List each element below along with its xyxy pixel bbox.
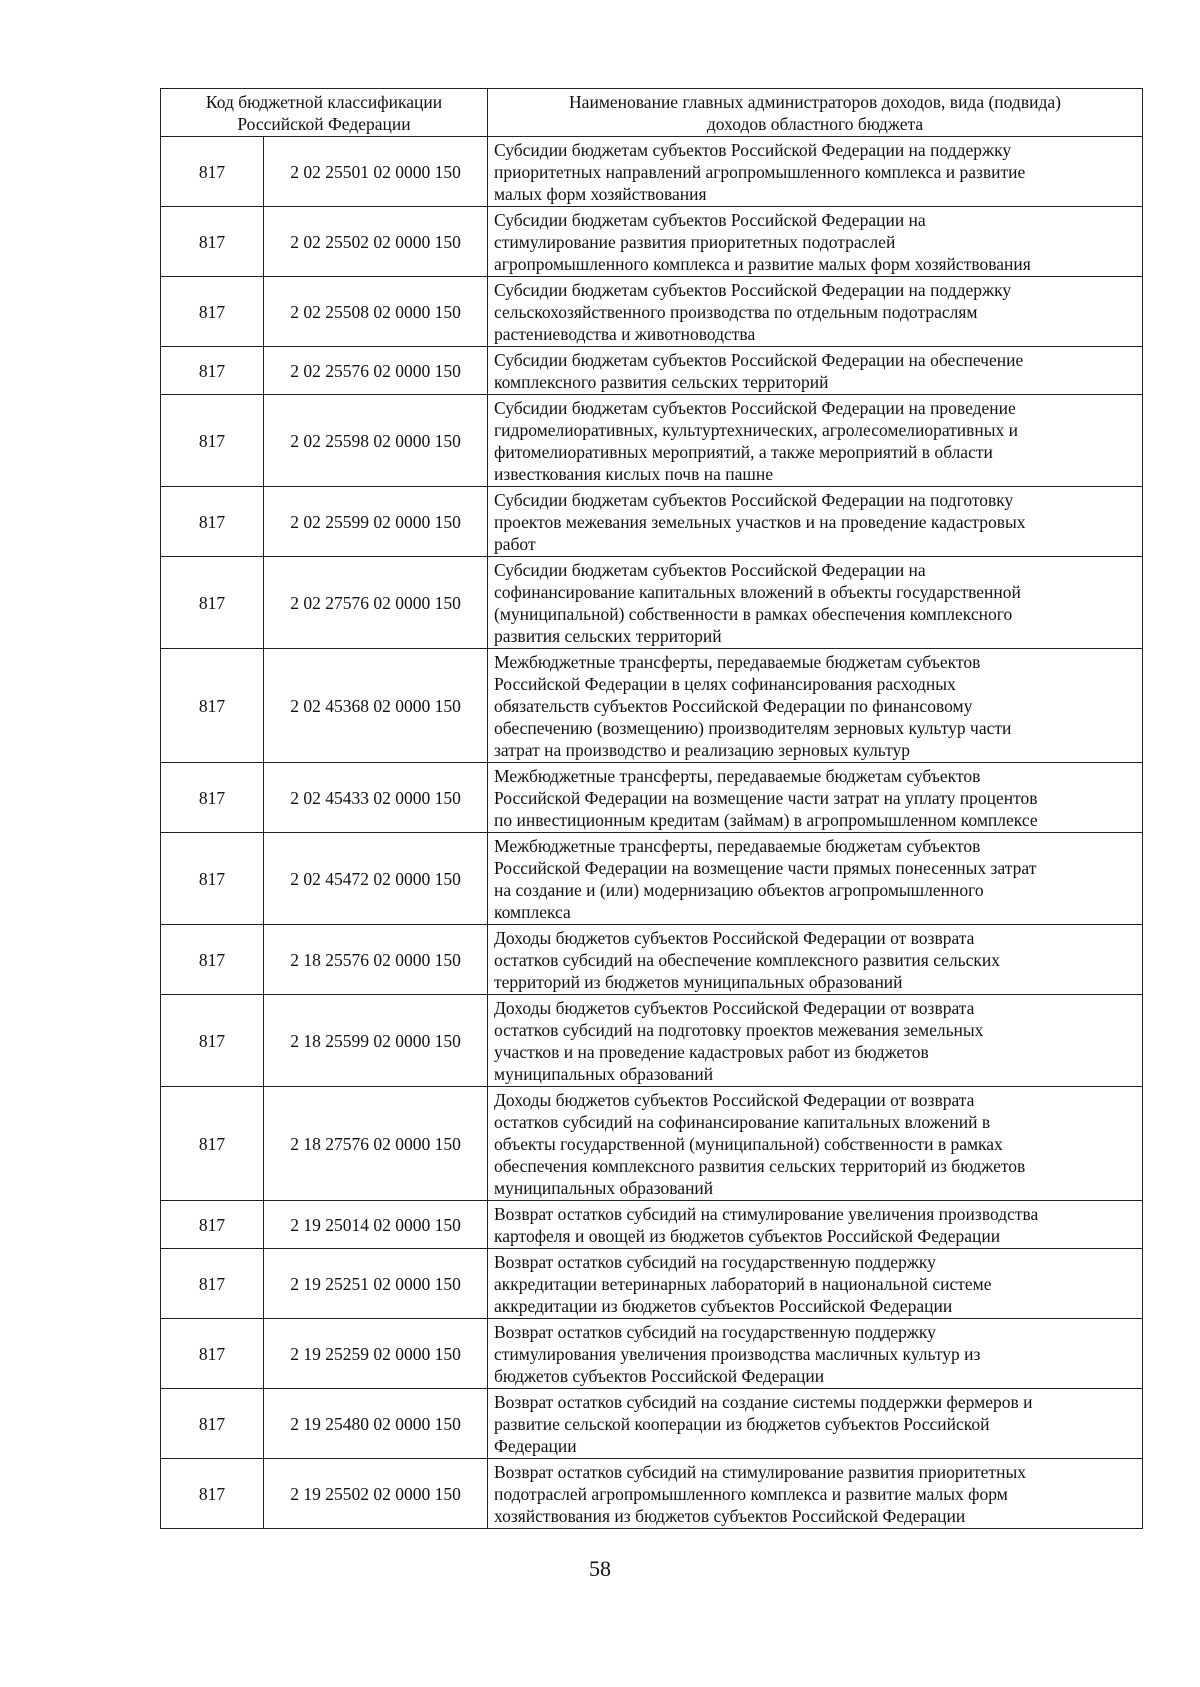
table-row bbox=[161, 347, 1143, 395]
revenue-name-line: стимулирования увеличения производства масличных культур из bbox=[494, 1343, 981, 1364]
admin-code-cell: 817 bbox=[161, 137, 264, 207]
revenue-name-line: Федерации bbox=[494, 1435, 577, 1456]
code-header-line: Код бюджетной классификации bbox=[205, 91, 443, 112]
revenue-name-line: гидромелиоративных, культуртехнических, агролесомелиоративных и bbox=[494, 419, 1019, 440]
budget-code-cell: 2 02 27576 02 0000 150 bbox=[264, 557, 488, 649]
revenue-name-line: обязательств субъектов Российской Федерации по финансовому bbox=[494, 695, 973, 716]
admin-code-cell: 817 bbox=[161, 763, 264, 833]
table-row bbox=[161, 395, 1143, 487]
table-row bbox=[161, 1319, 1143, 1389]
revenue-name-line: участков и на проведение кадастровых работ из бюджетов bbox=[494, 1041, 929, 1062]
budget-code-cell: 2 02 45433 02 0000 150 bbox=[264, 763, 488, 833]
table-row bbox=[161, 137, 1143, 207]
table-row bbox=[161, 487, 1143, 557]
revenue-name-cell bbox=[488, 925, 1143, 995]
budget-code-cell: 2 02 25576 02 0000 150 bbox=[264, 347, 488, 395]
revenue-name-line: обеспечения комплексного развития сельских территорий из бюджетов bbox=[494, 1155, 1026, 1176]
revenue-name-line: Субсидии бюджетам субъектов Российской Федерации на обеспечение bbox=[494, 349, 1024, 370]
budget-code-cell: 2 02 25502 02 0000 150 bbox=[264, 207, 488, 277]
admin-code-cell: 817 bbox=[161, 925, 264, 995]
revenue-name-cell bbox=[488, 207, 1143, 277]
admin-code-cell: 817 bbox=[161, 207, 264, 277]
budget-code-cell: 2 02 45368 02 0000 150 bbox=[264, 649, 488, 763]
revenue-name-line: на создание и (или) модернизацию объектов агропромышленного bbox=[494, 879, 984, 900]
revenue-name-cell bbox=[488, 487, 1143, 557]
name-header-line: доходов областного бюджета bbox=[706, 113, 924, 134]
revenue-name-cell bbox=[488, 1201, 1143, 1249]
page-number: 58 bbox=[589, 1556, 611, 1581]
revenue-name-cell bbox=[488, 277, 1143, 347]
admin-code-cell: 817 bbox=[161, 277, 264, 347]
revenue-name-line: Доходы бюджетов субъектов Российской Федерации от возврата bbox=[494, 997, 975, 1018]
revenue-name-line: остатков субсидий на обеспечение комплексного развития сельских bbox=[494, 949, 1001, 970]
table-row bbox=[161, 1249, 1143, 1319]
admin-code-cell: 817 bbox=[161, 557, 264, 649]
revenue-name-line: Субсидии бюджетам субъектов Российской Федерации на поддержку bbox=[494, 279, 1012, 300]
revenue-name-line: бюджетов субъектов Российской Федерации bbox=[494, 1365, 825, 1386]
admin-code-cell: 817 bbox=[161, 1249, 264, 1319]
revenue-name-line: Межбюджетные трансферты, передаваемые бюджетам субъектов bbox=[494, 835, 981, 856]
revenue-name-line: территорий из бюджетов муниципальных образований bbox=[494, 971, 903, 992]
table-row bbox=[161, 649, 1143, 763]
code-header-line: Российской Федерации bbox=[237, 113, 411, 134]
table-row bbox=[161, 925, 1143, 995]
revenue-name-line: аккредитации ветеринарных лабораторий в национальной системе bbox=[494, 1273, 992, 1294]
revenue-name-line: хозяйствования из бюджетов субъектов Российской Федерации bbox=[494, 1505, 966, 1526]
budget-code-cell: 2 19 25259 02 0000 150 bbox=[264, 1319, 488, 1389]
revenue-name-line: Российской Федерации на возмещение части прямых понесенных затрат bbox=[494, 857, 1037, 878]
revenue-name-line: Возврат остатков субсидий на стимулирование увеличения производства bbox=[494, 1203, 1039, 1224]
revenue-name-line: Доходы бюджетов субъектов Российской Федерации от возврата bbox=[494, 1089, 975, 1110]
revenue-name-cell bbox=[488, 1459, 1143, 1529]
revenue-name-cell bbox=[488, 1389, 1143, 1459]
revenue-name-line: Возврат остатков субсидий на стимулирование развития приоритетных bbox=[494, 1461, 1026, 1482]
table-row bbox=[161, 995, 1143, 1087]
revenue-name-cell bbox=[488, 137, 1143, 207]
admin-code-cell: 817 bbox=[161, 1087, 264, 1201]
revenue-name-line: Возврат остатков субсидий на создание системы поддержки фермеров и bbox=[494, 1391, 1033, 1412]
table-row bbox=[161, 207, 1143, 277]
table-body bbox=[161, 137, 1143, 1529]
revenue-name-line: Российской Федерации на возмещение части затрат на уплату процентов bbox=[494, 787, 1038, 808]
table-row bbox=[161, 833, 1143, 925]
budget-code-cell: 2 19 25014 02 0000 150 bbox=[264, 1201, 488, 1249]
admin-code-cell: 817 bbox=[161, 1201, 264, 1249]
revenue-name-line: растениеводства и животноводства bbox=[494, 323, 756, 344]
budget-code-cell: 2 02 25599 02 0000 150 bbox=[264, 487, 488, 557]
budget-code-cell: 2 18 25576 02 0000 150 bbox=[264, 925, 488, 995]
revenue-name-line: остатков субсидий на софинансирование капитальных вложений в bbox=[494, 1111, 991, 1132]
budget-code-cell: 2 02 25508 02 0000 150 bbox=[264, 277, 488, 347]
revenue-name-line: развития сельских территорий bbox=[494, 625, 722, 646]
table-row bbox=[161, 1201, 1143, 1249]
revenue-name-line: комплексного развития сельских территорий bbox=[494, 371, 829, 392]
revenue-name-line: остатков субсидий на подготовку проектов межевания земельных bbox=[494, 1019, 984, 1040]
revenue-name-line: приоритетных направлений агропромышленного комплекса и развитие bbox=[494, 161, 1026, 182]
revenue-name-line: Возврат остатков субсидий на государственную поддержку bbox=[494, 1251, 936, 1272]
revenue-name-line: (муниципальной) собственности в рамках обеспечения комплексного bbox=[494, 603, 1013, 624]
revenue-name-line: стимулирование развития приоритетных подотраслей bbox=[494, 231, 896, 252]
admin-code-cell: 817 bbox=[161, 1319, 264, 1389]
admin-code-cell: 817 bbox=[161, 833, 264, 925]
revenue-name-line: муниципальных образований bbox=[494, 1063, 714, 1084]
name-column-header bbox=[488, 89, 1143, 137]
revenue-name-cell bbox=[488, 557, 1143, 649]
revenue-name-line: работ bbox=[494, 533, 536, 554]
budget-code-cell: 2 18 25599 02 0000 150 bbox=[264, 995, 488, 1087]
revenue-name-line: по инвестиционным кредитам (займам) в агропромышленном комплексе bbox=[494, 809, 1038, 830]
code-column-header bbox=[161, 89, 488, 137]
budget-code-cell: 2 02 25598 02 0000 150 bbox=[264, 395, 488, 487]
revenue-name-line: фитомелиоративных мероприятий, а также мероприятий в области bbox=[494, 441, 993, 462]
admin-code-cell: 817 bbox=[161, 1389, 264, 1459]
admin-code-cell: 817 bbox=[161, 347, 264, 395]
revenue-name-cell bbox=[488, 649, 1143, 763]
revenue-name-line: муниципальных образований bbox=[494, 1177, 714, 1198]
revenue-name-line: Межбюджетные трансферты, передаваемые бюджетам субъектов bbox=[494, 651, 981, 672]
revenue-name-cell bbox=[488, 347, 1143, 395]
table-row bbox=[161, 277, 1143, 347]
revenue-name-line: картофеля и овощей из бюджетов субъектов Российской Федерации bbox=[494, 1225, 1001, 1246]
revenue-name-line: малых форм хозяйствования bbox=[494, 183, 707, 204]
table-row bbox=[161, 1459, 1143, 1529]
budget-code-cell: 2 19 25502 02 0000 150 bbox=[264, 1459, 488, 1529]
revenue-name-cell bbox=[488, 1087, 1143, 1201]
revenue-name-cell bbox=[488, 833, 1143, 925]
table-row bbox=[161, 1087, 1143, 1201]
revenue-name-line: проектов межевания земельных участков и на проведение кадастровых bbox=[494, 511, 1026, 532]
revenue-name-cell bbox=[488, 995, 1143, 1087]
admin-code-cell: 817 bbox=[161, 1459, 264, 1529]
table-row bbox=[161, 763, 1143, 833]
revenue-name-line: известкования кислых почв на пашне bbox=[494, 463, 773, 484]
revenue-name-cell bbox=[488, 395, 1143, 487]
revenue-name-line: объекты государственной (муниципальной) собственности в рамках bbox=[494, 1133, 1003, 1154]
revenue-name-cell bbox=[488, 1319, 1143, 1389]
revenue-name-line: Субсидии бюджетам субъектов Российской Федерации на поддержку bbox=[494, 139, 1012, 160]
table-row bbox=[161, 557, 1143, 649]
revenue-name-cell bbox=[488, 763, 1143, 833]
admin-code-cell: 817 bbox=[161, 649, 264, 763]
revenue-name-line: Доходы бюджетов субъектов Российской Федерации от возврата bbox=[494, 927, 975, 948]
table-header-row bbox=[161, 89, 1143, 137]
revenue-name-line: Субсидии бюджетам субъектов Российской Федерации на bbox=[494, 209, 926, 230]
revenue-name-line: подотраслей агропромышленного комплекса и развитие малых форм bbox=[494, 1483, 1008, 1504]
budget-code-cell: 2 19 25480 02 0000 150 bbox=[264, 1389, 488, 1459]
revenue-name-line: сельскохозяйственного производства по отдельным подотраслям bbox=[494, 301, 978, 322]
budget-code-cell: 2 18 27576 02 0000 150 bbox=[264, 1087, 488, 1201]
revenue-name-line: софинансирование капитальных вложений в объекты государственной bbox=[494, 581, 1021, 602]
budget-classification-table bbox=[160, 88, 1143, 1529]
budget-code-cell: 2 02 45472 02 0000 150 bbox=[264, 833, 488, 925]
table-row bbox=[161, 1389, 1143, 1459]
revenue-name-line: комплекса bbox=[494, 901, 571, 922]
revenue-name-line: агропромышленного комплекса и развитие малых форм хозяйствования bbox=[494, 253, 1031, 274]
revenue-name-line: обеспечению (возмещению) производителям зерновых культур части bbox=[494, 717, 1012, 738]
budget-code-cell: 2 19 25251 02 0000 150 bbox=[264, 1249, 488, 1319]
revenue-name-line: Субсидии бюджетам субъектов Российской Федерации на bbox=[494, 559, 926, 580]
revenue-name-line: Межбюджетные трансферты, передаваемые бюджетам субъектов bbox=[494, 765, 981, 786]
admin-code-cell: 817 bbox=[161, 995, 264, 1087]
revenue-name-line: аккредитации из бюджетов субъектов Российской Федерации bbox=[494, 1295, 953, 1316]
revenue-name-line: Возврат остатков субсидий на государственную поддержку bbox=[494, 1321, 936, 1342]
revenue-name-line: развитие сельской кооперации из бюджетов субъектов Российской bbox=[494, 1413, 990, 1434]
name-header-line: Наименование главных администраторов доходов, вида (подвида) bbox=[569, 91, 1061, 112]
admin-code-cell: 817 bbox=[161, 395, 264, 487]
revenue-name-line: затрат на производство и реализацию зерновых культур bbox=[494, 739, 911, 760]
revenue-name-line: Российской Федерации в целях софинансирования расходных bbox=[494, 673, 956, 694]
budget-code-cell: 2 02 25501 02 0000 150 bbox=[264, 137, 488, 207]
admin-code-cell: 817 bbox=[161, 487, 264, 557]
revenue-name-line: Субсидии бюджетам субъектов Российской Федерации на проведение bbox=[494, 397, 1016, 418]
revenue-name-line: Субсидии бюджетам субъектов Российской Федерации на подготовку bbox=[494, 489, 1014, 510]
revenue-name-cell bbox=[488, 1249, 1143, 1319]
